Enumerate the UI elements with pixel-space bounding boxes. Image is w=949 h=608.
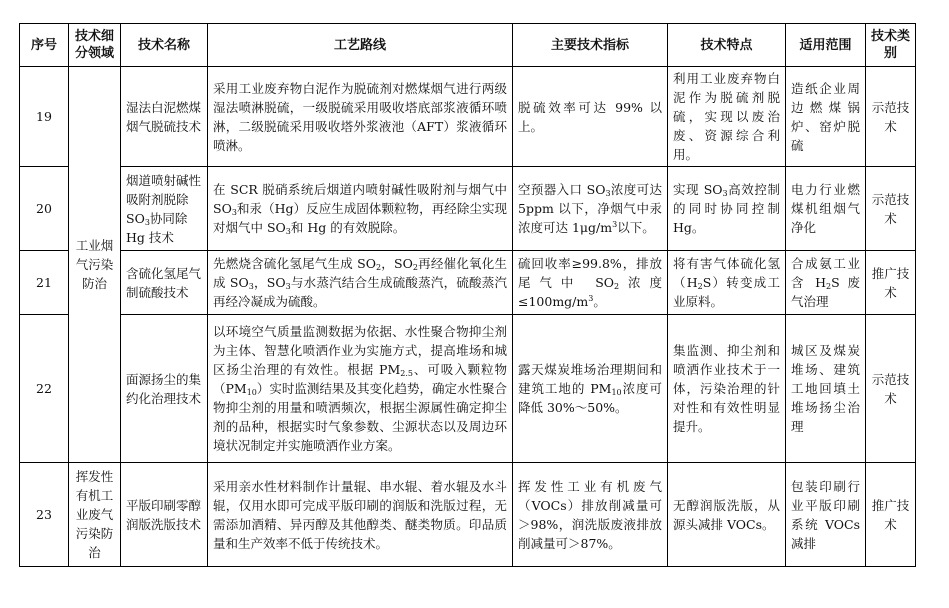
subscript: 10 [246, 388, 257, 397]
scope-cell: 城区及煤炭堆场、建筑工地回填土堆场扬尘治理 [786, 315, 866, 463]
feature-cell [668, 251, 786, 315]
header-process: 工艺路线 [208, 24, 513, 67]
scope-cell: 造纸企业周边燃煤锅炉、窑炉脱硫 [786, 67, 866, 167]
indicator-cell: 挥发性工业有机废气（VOCs）排放削减量可＞98%，润洗版废液排放削减量可＞87%。 [513, 463, 668, 567]
technology-table [19, 23, 916, 567]
header-scope: 适用范围 [786, 24, 866, 67]
header-field: 技术细分领域 [69, 24, 121, 67]
scope-cell: 包装印刷行业平版印刷系统 VOCs 减排 [786, 463, 866, 567]
subscript: 3 [144, 217, 150, 227]
row-number: 23 [20, 463, 69, 567]
row-number: 19 [20, 67, 69, 167]
subscript: 3 [285, 282, 291, 291]
tech-name: 湿法白泥燃煤烟气脱硫技术 [121, 67, 208, 167]
process-cell [208, 315, 513, 463]
superscript: 3 [588, 294, 594, 303]
indicator-cell [513, 251, 668, 315]
indicator-cell [513, 167, 668, 251]
subscript: 3 [248, 282, 254, 291]
text-part: ）实时监测结果及其变化趋势，确定水性聚合物抑尘剂的用量和喷洒频次，根据尘源属性确定抑尘剂的品种，根据实时气象参数、尘源状态以及周边环境状况制定并实施喷洒作业方案。 [213, 381, 507, 453]
table-row [20, 463, 916, 567]
process-cell: 采用工业废弃物白泥作为脱硫剂对燃煤烟气进行两级湿法喷淋脱硫，一级脱硫采用吸收塔底部浆液循环喷淋，二级脱硫采用吸收塔外浆液池（AFT）浆液循环喷淋。 [208, 67, 513, 167]
header-row [20, 24, 916, 67]
table-row [20, 315, 916, 463]
table-row [20, 167, 916, 251]
superscript: 3 [612, 220, 618, 229]
category-cell: 示范技术 [866, 67, 916, 167]
row-number: 22 [20, 315, 69, 463]
subscript: 3 [231, 208, 237, 217]
text-part: 和 Hg 的有效脱除。 [290, 220, 406, 235]
subscript: 2 [826, 282, 832, 291]
field-cell: 工业烟气污染防治 [69, 67, 121, 463]
text-part: 空预器入口 SO [518, 182, 606, 197]
table-row [20, 67, 916, 167]
text-part: 将有害气体硫化氢（H [673, 256, 780, 290]
text-part: S）转变成工业原料。 [673, 275, 780, 309]
table-row [20, 251, 916, 315]
text-part: 和汞（Hg）反应生成固体颗粒物，再经除尘实现对烟气中 SO [213, 201, 507, 235]
feature-cell: 利用工业废弃物白泥作为脱硫剂脱硫，实现以废治废、资源综合利用。 [668, 67, 786, 167]
header-indicators: 主要技术指标 [513, 24, 668, 67]
text-part: 浓度可达 5ppm 以下，净烟气中汞浓度可达 1μg/m [518, 182, 662, 235]
header-no: 序号 [20, 24, 69, 67]
text-part: S 废气治理 [791, 275, 860, 309]
scope-cell [786, 251, 866, 315]
row-number: 20 [20, 167, 69, 251]
text-part: 浓度≤100mg/m [518, 275, 662, 309]
text-part: 高效控制的同时协同控制 Hg。 [673, 182, 780, 235]
text-part: 再经催化氧化生成 SO [213, 256, 507, 290]
category-cell: 示范技术 [866, 315, 916, 463]
subscript: 2 [614, 282, 620, 291]
process-cell [208, 251, 513, 315]
text-part: 协同除 Hg 技术 [126, 210, 188, 245]
feature-cell [668, 167, 786, 251]
subscript: 2 [697, 282, 703, 291]
category-cell: 示范技术 [866, 167, 916, 251]
text-part: ，SO [381, 256, 413, 271]
text-part: 与水蒸汽结合生成硫酸蒸汽，硫酸蒸汽再经冷凝成为硫酸。 [213, 275, 507, 309]
process-cell: 采用亲水性材料制作计量辊、串水辊、着水辊及水斗辊，仅用水即可完成平版印刷的润版和洗版过程，无需添加酒精、异丙醇及其他醇类、醚类物质。印品质量和生产效率不低于传统技术。 [208, 463, 513, 567]
tech-name: 面源扬尘的集约化治理技术 [121, 315, 208, 463]
text-part: 在 SCR 脱硝系统后烟道内喷射碱性吸附剂与烟气中 SO [213, 182, 507, 216]
category-cell: 推广技术 [866, 463, 916, 567]
indicator-cell: 脱硫效率可达 99% 以上。 [513, 67, 668, 167]
scope-cell: 电力行业燃煤机组烟气净化 [786, 167, 866, 251]
field-cell: 挥发性有机工业废气污染防治 [69, 463, 121, 567]
subscript: 10 [611, 388, 622, 397]
header-category: 技术类别 [866, 24, 916, 67]
indicator-cell [513, 315, 668, 463]
text-part: ，SO [253, 275, 286, 290]
feature-cell: 集监测、抑尘剂和喷洒作业技术于一体，污染治理的针对性和有效性明显提升。 [668, 315, 786, 463]
tech-name: 平版印刷零醇润版洗版技术 [121, 463, 208, 567]
category-cell: 推广技术 [866, 251, 916, 315]
subscript: 2 [412, 263, 418, 272]
text-part: 露天煤炭堆场治理期间和建筑工地的 PM [518, 362, 662, 396]
subscript: 3 [605, 189, 611, 198]
text-part: 浓度可降低 30%～50%。 [518, 381, 662, 415]
header-name: 技术名称 [121, 24, 208, 67]
subscript: 3 [722, 189, 728, 198]
subscript: 3 [285, 227, 291, 236]
text-part: 以环境空气质量监测数据为依据、水性聚合物抑尘剂为主体、智慧化喷洒作业为实施方式，提高堆场和城区扬尘治理的有效性。根据 PM [213, 324, 507, 377]
text-part: 先燃烧含硫化氢尾气生成 SO [213, 256, 376, 271]
row-number: 21 [20, 251, 69, 315]
text-part: 硫回收率≥99.8%，排放尾气中 SO [518, 256, 662, 290]
subscript: 2 [375, 263, 382, 272]
text-part: 烟道喷射碱性吸附剂脱除 SO [126, 172, 202, 226]
header-features: 技术特点 [668, 24, 786, 67]
text-part: 。 [593, 294, 606, 309]
text-part: 以下。 [617, 220, 655, 235]
process-cell [208, 167, 513, 251]
subscript: 2.5 [400, 369, 413, 378]
feature-cell: 无醇润版洗版，从源头减排 VOCs。 [668, 463, 786, 567]
text-part: 、可吸入颗粒物（PM [213, 362, 507, 396]
text-part: 实现 SO [673, 182, 723, 197]
tech-name [121, 167, 208, 251]
tech-name: 含硫化氢尾气制硫酸技术 [121, 251, 208, 315]
text-part: 合成氨工业含 H [791, 256, 860, 290]
